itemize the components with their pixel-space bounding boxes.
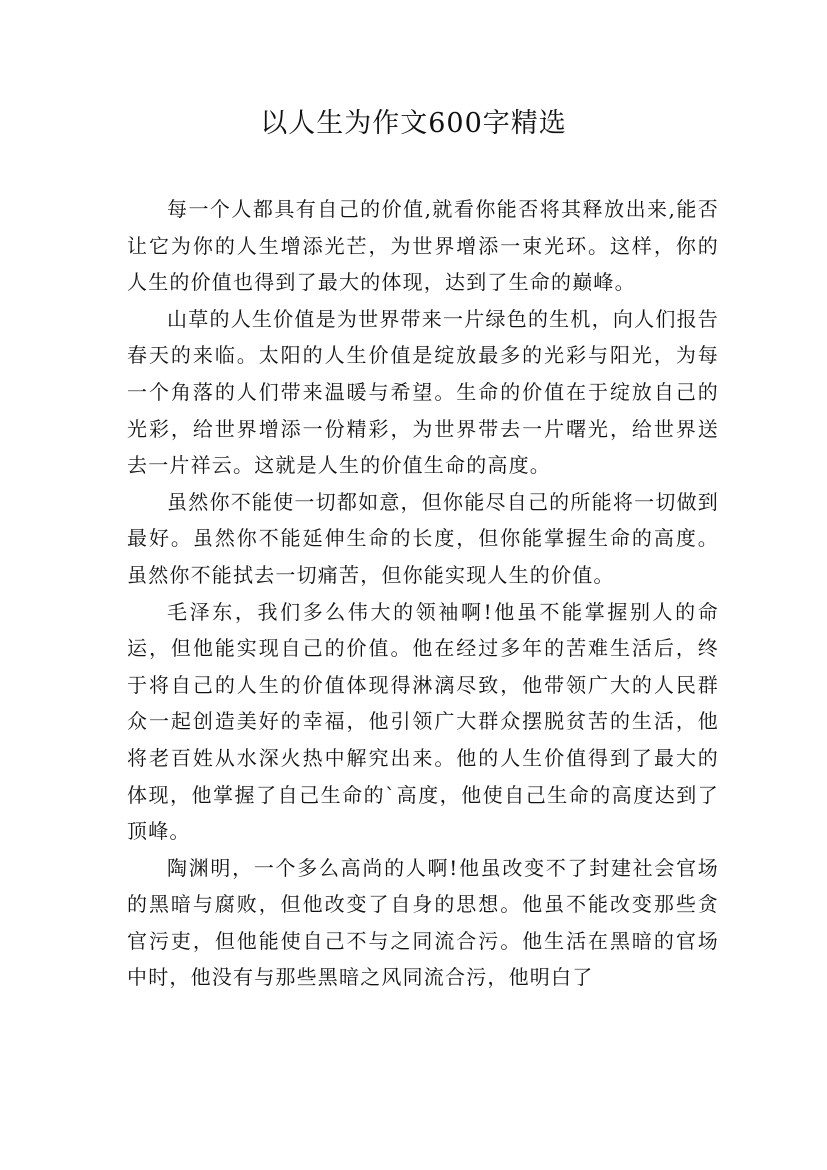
- paragraph-3: 虽然你不能使一切都如意，但你能尽自己的所能将一切做到最好。虽然你不能延伸生命的长度，但你能掌握生命的高度。虽然你不能拭去一切痛苦，但你能实现人生的价值。: [127, 489, 719, 587]
- document-title: 以人生为作文600字精选: [260, 108, 567, 139]
- paragraph-2: 山草的人生价值是为世界带来一片绿色的生机，向人们报告春天的来临。太阳的人生价值是绽放最多的光彩与阳光，为每一个角落的人们带来温暖与希望。生命的价值在于绽放自己的光彩，给世界增添一份精彩，为世界带去一片曙光，给世界送去一片祥云。这就是人生的价值生命的高度。: [127, 306, 719, 478]
- paragraph-5: 陶渊明，一个多么高尚的人啊!他虽改变不了封建社会官场的黑暗与腐败，但他改变了自身的思想。他虽不能改变那些贪官污吏，但他能使自己不与之同流合污。他生活在黑暗的官场中时，他没有与那些黑暗之风同流合污，他明白了: [127, 855, 719, 990]
- paragraph-1: 每一个人都具有自己的价值,就看你能否将其释放出来,能否让它为你的人生增添光芒，为世界增添一束光环。这样，你的人生的价值也得到了最大的体现，达到了生命的巅峰。: [127, 197, 719, 295]
- paragraph-4: 毛泽东，我们多么伟大的领袖啊!他虽不能掌握别人的命运，但他能实现自己的价值。他在经过多年的苦难生活后，终于将自己的人生的价值体现得淋漓尽致，他带领广大的人民群众一起创造美好的幸福，他引领广大群众摆脱贫苦的生活，他将老百姓从水深火热中解究出来。他的人生价值得到了最大的体现，他掌握了自己生命的`高度，他使自己生命的高度达到了顶峰。: [127, 599, 719, 844]
- document-body: [127, 191, 719, 996]
